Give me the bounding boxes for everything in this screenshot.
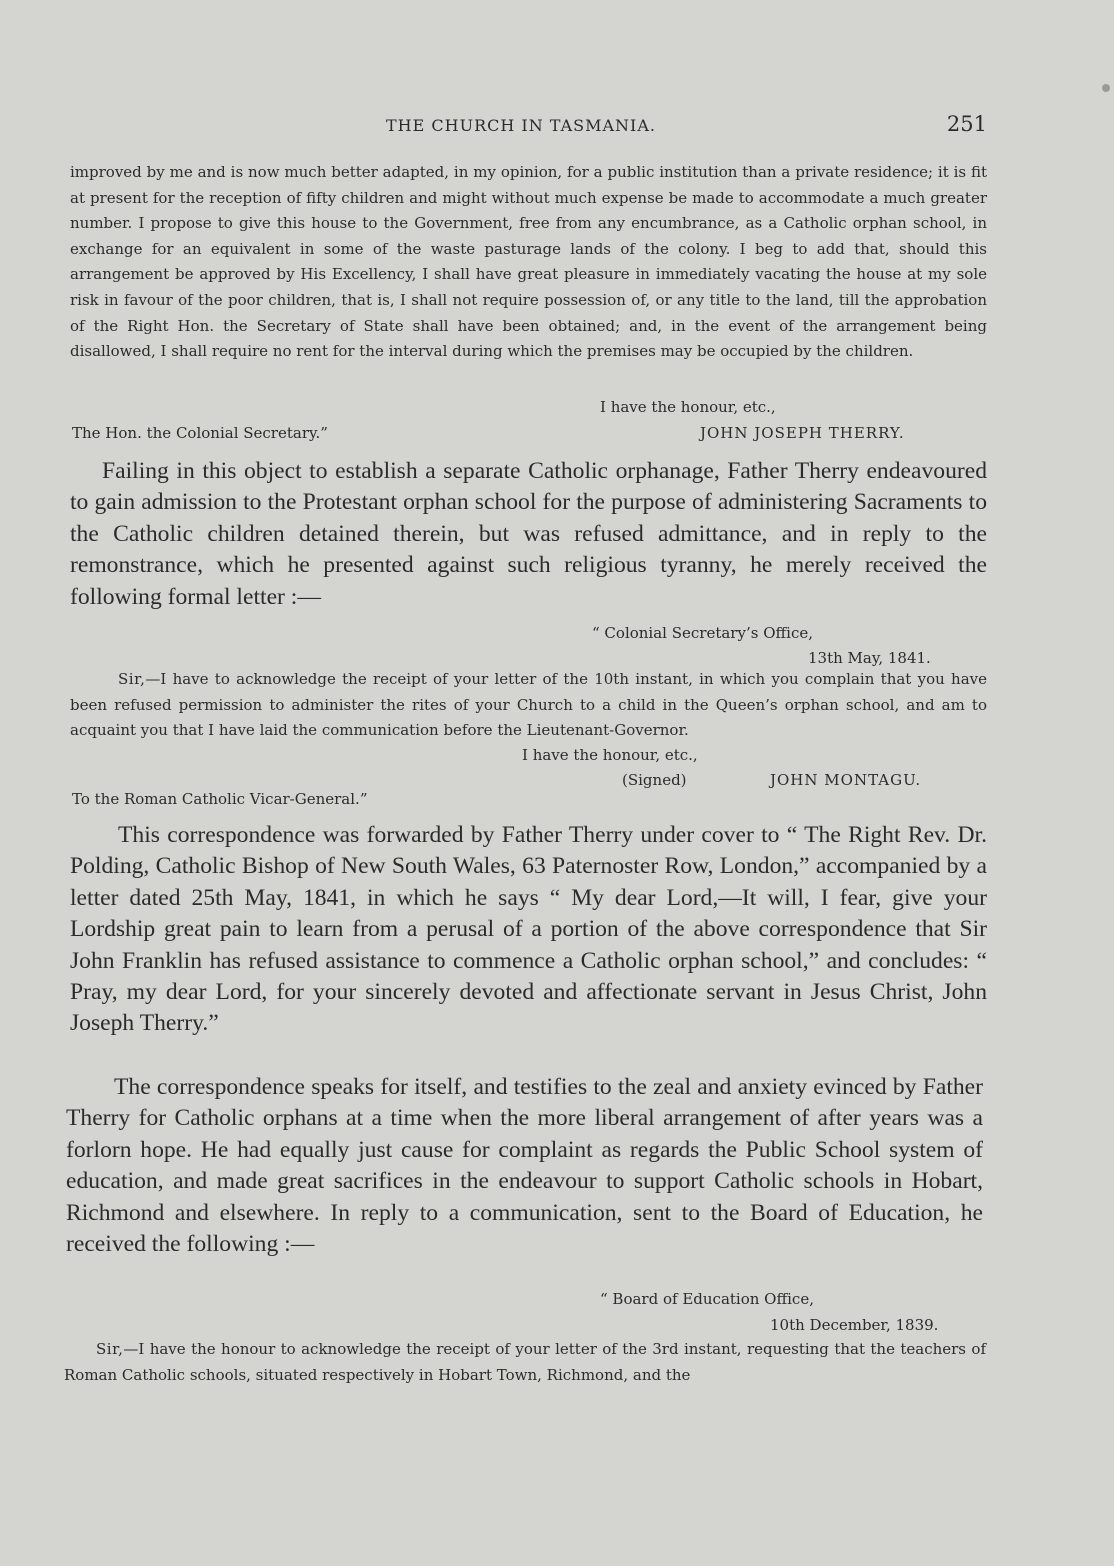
paragraph-1 xyxy=(70,456,987,613)
letter-montagu-text xyxy=(70,667,987,744)
paragraph-2 xyxy=(70,820,987,1040)
letter-therry-body xyxy=(70,160,987,365)
letter-therry-closing: I have the honour, etc., xyxy=(600,398,776,416)
letter-board-text xyxy=(64,1337,986,1388)
letter-montagu-office: “ Colonial Secretary’s Office, xyxy=(592,624,813,642)
letter-therry-addressee: The Hon. the Colonial Secretary.” xyxy=(72,424,328,442)
paragraph-2-text: This correspondence was forwarded by Father Therry under cover to “ The Right Rev. Dr. Polding, Catholic Bishop of New South Wales, 63 Paternoster Row, London,” accompanied by a letter dated 25th May, 1841, in which he says “ My dear Lord,—It will, I fear, give your Lordship great pain to learn from a perusal of a portion of the above correspondence that Sir John Franklin has refused assistance to commence a Catholic orphan school,” and concludes: “ Pray, my dear Lord, for your sincerely devoted and affectionate servant in Jesus Christ, John Joseph Therry.” xyxy=(70,822,987,1037)
letter-montagu-signature: JOHN MONTAGU. xyxy=(770,771,922,789)
letter-montagu-addressee: To the Roman Catholic Vicar-General.” xyxy=(72,790,368,808)
running-header xyxy=(70,112,987,142)
letter-montagu-signed: (Signed) xyxy=(622,771,687,789)
letter-board-date: 10th December, 1839. xyxy=(770,1316,939,1334)
page-speck xyxy=(1102,84,1110,92)
letter-therry-signature: JOHN JOSEPH THERRY. xyxy=(700,424,905,442)
letter-montagu-body xyxy=(70,667,987,744)
letter-board-salutation: Sir, xyxy=(96,1340,124,1358)
letter-montagu-closing: I have the honour, etc., xyxy=(522,746,698,764)
letter-montagu-date: 13th May, 1841. xyxy=(808,649,931,667)
letter-board-office: “ Board of Education Office, xyxy=(600,1290,814,1308)
letter-board-body xyxy=(64,1337,986,1388)
running-title: THE CHURCH IN TASMANIA. xyxy=(386,116,657,135)
letter-montagu-body-text: —I have to acknowledge the receipt of your letter of the 10th instant, in which you complain that you have been refused permission to administer the rites of your Church to a child in the Queen’s orphan school, and am to acquaint you that I have laid the communication before the Lieutenant-Governor. xyxy=(70,670,987,740)
paragraph-3-text: The correspondence speaks for itself, and testifies to the zeal and anxiety evinced by Father Therry for Catholic orphans at a time when the more liberal arrangement of after years was a forlorn hope. He had equally just cause for complaint as regards the Public School system of education, and made great sacrifices in the endeavour to support Catholic schools in Hobart, Richmond and elsewhere. In reply to a communication, sent to the Board of Education, he received the following :— xyxy=(66,1074,983,1258)
letter-montagu-salutation: Sir, xyxy=(118,670,146,688)
page-number: 251 xyxy=(946,112,987,136)
letter-therry-text: improved by me and is now much better adapted, in my opinion, for a public institution than a private residence; it is fit at present for the reception of fifty children and might without much expense be made to accommodate a much greater number. I propose to give this house to the Government, free from any encumbrance, as a Catholic orphan school, in exchange for an equivalent in some of the waste pasturage lands of the colony. I beg to add that, should this arrangement be approved by His Excellency, I shall have great pleasure in immediately vacating the house at my sole risk in favour of the poor children, that is, I shall not require possession of, or any title to the land, till the approbation of the Right Hon. the Secretary of State shall have been obtained; and, in the event of the arrangement being disallowed, I shall require no rent for the interval during which the premises may be occupied by the children. xyxy=(70,163,987,361)
paragraph-1-text: Failing in this object to establish a separate Catholic orphanage, Father Therry endeavoured to gain admission to the Protestant orphan school for the purpose of administering Sacraments to the Catholic children detained therein, but was refused admittance, and in reply to the remonstrance, which he presented against such religious tyranny, he merely received the following formal letter :— xyxy=(70,458,987,610)
paragraph-3 xyxy=(66,1072,983,1260)
letter-board-body-text: —I have the honour to acknowledge the receipt of your letter of the 3rd instant, requesting that the teachers of Roman Catholic schools, situated respectively in Hobart Town, Richmond, and the xyxy=(64,1340,986,1384)
